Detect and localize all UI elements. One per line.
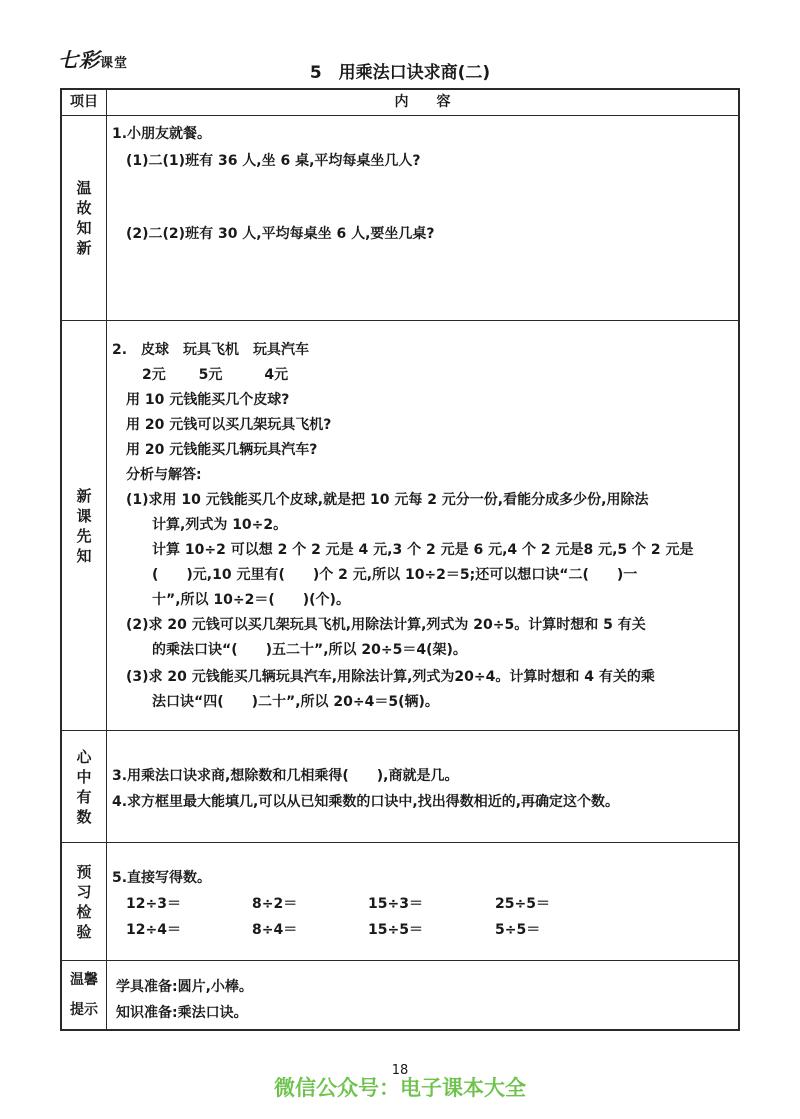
page-number: 18 xyxy=(391,1063,409,1078)
key-point-3: 3.用乘法口诀求商,想除数和几相乘得( ),商就是几。 xyxy=(112,768,459,784)
header-content: 内 容 xyxy=(394,94,451,110)
question-2-line-2: 用 20 元钱可以买几架玩具飞机? xyxy=(126,417,332,433)
section-label-practice: 预 习 检 验 xyxy=(76,862,92,941)
logo-main: 七彩 xyxy=(58,48,100,72)
analysis-line-2: 计算,列式为 10÷2。 xyxy=(152,517,288,533)
row-divider xyxy=(62,320,738,321)
key-point-4: 4.求方框里最大能填几,可以从已知乘数的口诀中,找出得数相近的,再确定这个数。 xyxy=(112,794,620,810)
question-1: 1.小朋友就餐。 xyxy=(112,126,212,142)
analysis-line-8: (3)求 20 元钱能买几辆玩具汽车,用除法计算,列式为20÷4。计算时想和 4 有关的乘 xyxy=(126,669,655,685)
question-2-prices: 2元 5元 4元 xyxy=(142,367,289,383)
analysis-heading: 分析与解答: xyxy=(126,467,202,483)
page-title: 5 用乘法口诀求商(二) xyxy=(309,63,491,83)
section-label-preview: 新 课 先 知 xyxy=(76,486,92,565)
calc-item: 12÷4＝ xyxy=(126,922,181,938)
calc-item: 15÷3＝ xyxy=(368,896,423,912)
section-label-review: 温 故 知 新 xyxy=(76,179,92,257)
worksheet-table xyxy=(60,88,740,1031)
calc-item: 15÷5＝ xyxy=(368,922,423,938)
question-1-part-2: (2)二(2)班有 30 人,平均每桌坐 6 人,要坐几桌? xyxy=(126,226,435,242)
header-project: 项目 xyxy=(70,94,98,110)
calc-item: 8÷4＝ xyxy=(252,922,298,938)
tip-knowledge: 知识准备:乘法口诀。 xyxy=(116,1005,248,1021)
section-label-tips: 温馨 提示 xyxy=(70,972,98,1018)
analysis-line-6: (2)求 20 元钱可以买几架玩具飞机,用除法计算,列式为 20÷5。计算时想和 5 有关 xyxy=(126,617,646,633)
question-2-line-3: 用 20 元钱能买几辆玩具汽车? xyxy=(126,442,318,458)
analysis-line-3: 计算 10÷2 可以想 2 个 2 元是 4 元,3 个 2 元是 6 元,4 个 2 元是8 元,5 个 2 元是 xyxy=(152,542,694,558)
column-divider xyxy=(106,90,107,1029)
calc-item: 25÷5＝ xyxy=(495,896,550,912)
analysis-line-9: 法口诀“四( )二十”,所以 20÷4＝5(辆)。 xyxy=(152,694,439,710)
question-5: 5.直接写得数。 xyxy=(112,870,212,886)
row-divider xyxy=(62,115,738,116)
question-2-line-1: 用 10 元钱能买几个皮球? xyxy=(126,392,290,408)
row-divider xyxy=(62,730,738,731)
analysis-line-7: 的乘法口诀“( )五二十”,所以 20÷5＝4(架)。 xyxy=(152,642,467,658)
logo-small: 课堂 xyxy=(100,56,129,71)
calc-item: 5÷5＝ xyxy=(495,922,541,938)
analysis-line-4: ( )元,10 元里有( )个 2 元,所以 10÷2＝5;还可以想口诀“二( )一 xyxy=(152,567,638,583)
tip-tools: 学具准备:圆片,小棒。 xyxy=(116,979,253,995)
section-label-key-points: 心 中 有 数 xyxy=(76,747,92,826)
question-2-items: 2. 皮球 玩具飞机 玩具汽车 xyxy=(112,342,310,358)
analysis-line-5: 十”,所以 10÷2＝( )(个)。 xyxy=(152,592,350,608)
row-divider xyxy=(62,842,738,843)
calc-item: 12÷3＝ xyxy=(126,896,181,912)
question-1-part-1: (1)二(1)班有 36 人,坐 6 桌,平均每桌坐几人? xyxy=(126,153,421,169)
watermark: 微信公众号：电子课本大全 xyxy=(274,1076,526,1100)
analysis-line-1: (1)求用 10 元钱能买几个皮球,就是把 10 元每 2 元分一份,看能分成多少份,用除法 xyxy=(126,492,649,508)
calc-item: 8÷2＝ xyxy=(252,896,298,912)
row-divider xyxy=(62,960,738,961)
